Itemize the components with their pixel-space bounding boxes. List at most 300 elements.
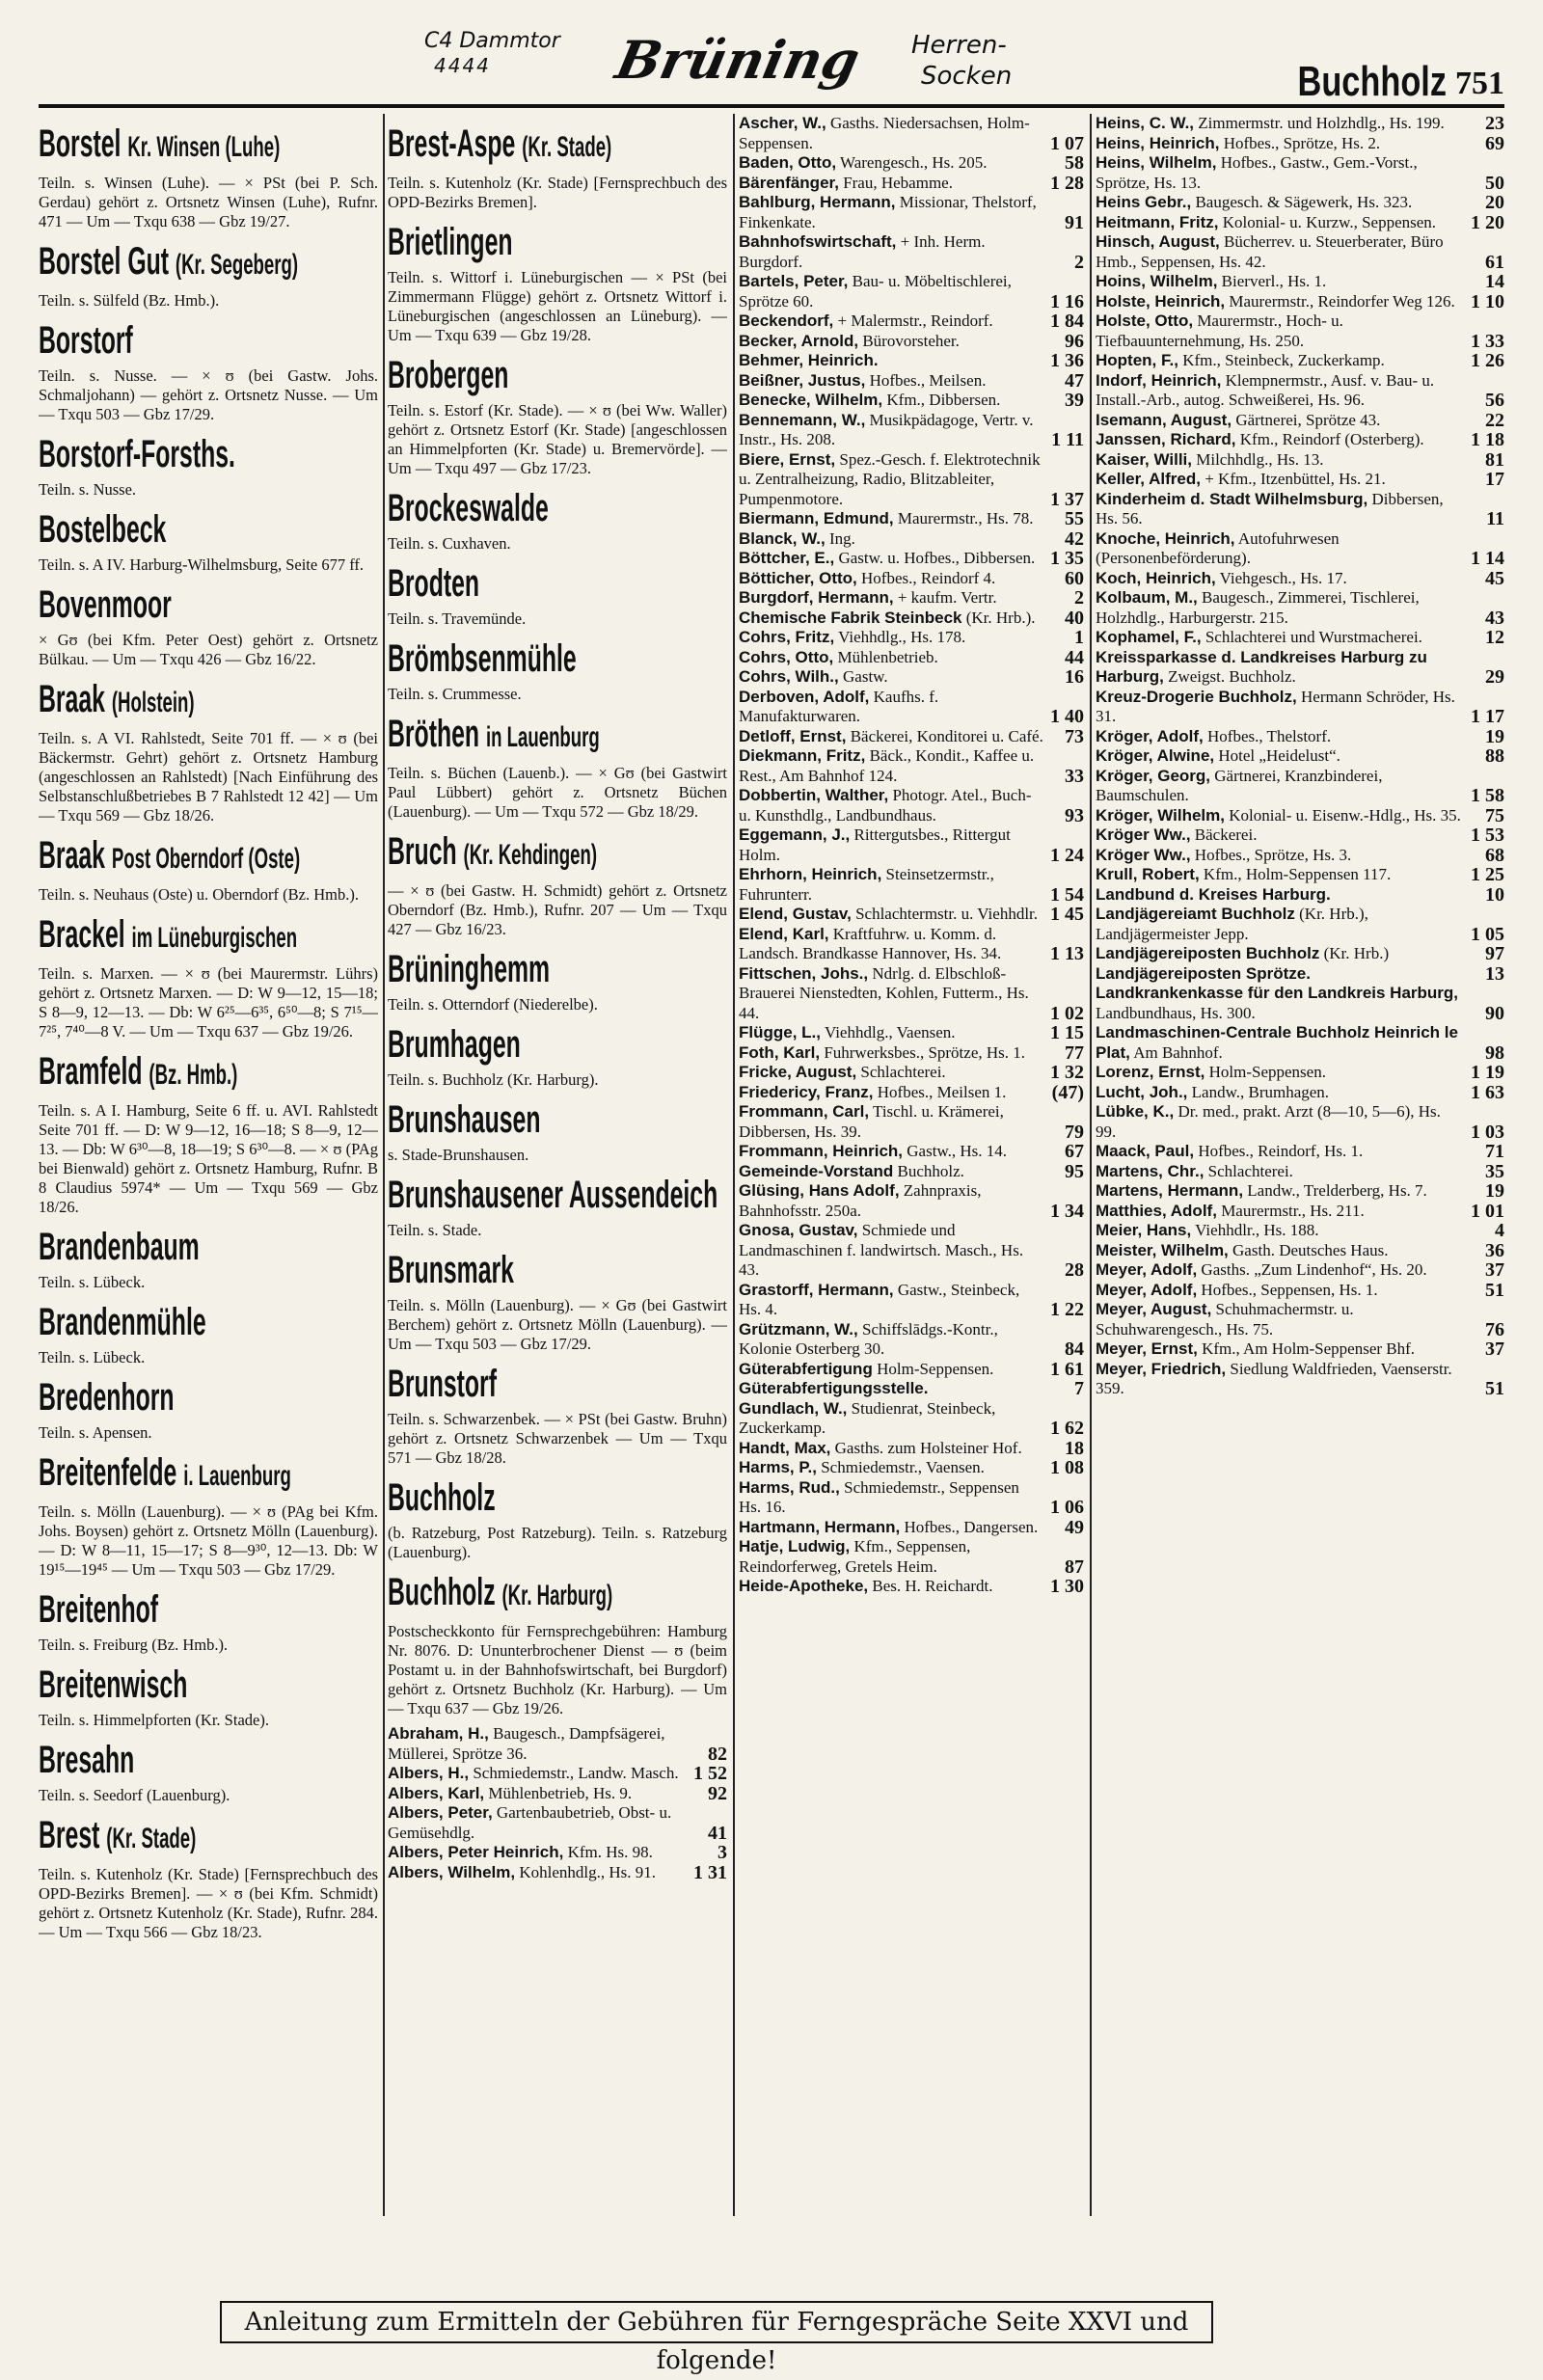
- subscriber-entry: [739, 193, 1084, 232]
- phone-number: 51: [1485, 1279, 1504, 1301]
- subscriber-entry: [1096, 688, 1504, 727]
- phone-number: 20: [1485, 192, 1504, 213]
- subscriber-details: Schmiedemstr., Landw. Masch.: [473, 1764, 679, 1782]
- subscriber-details: Baugesch. & Sägewerk, Hs. 323.: [1195, 193, 1413, 211]
- place-text: Teiln. s. A IV. Harburg-Wilhelmsburg, Seite 677 ff.: [39, 555, 365, 574]
- subscriber-name: Bärenfänger,: [739, 173, 839, 192]
- subscriber-name: Eggemann, J.,: [739, 825, 851, 844]
- ad-product-line2: Socken: [921, 62, 1013, 91]
- phone-number: 1 35: [1050, 548, 1084, 569]
- subscriber-name: Kreuz-Drogerie Buchholz,: [1096, 687, 1297, 706]
- subscriber-details: Gastw., Hs. 14.: [907, 1142, 1008, 1160]
- phone-number: 18: [1065, 1437, 1084, 1459]
- subscriber-name: Benecke, Wilhelm,: [739, 391, 883, 409]
- place-text: Teiln. s. Lübeck.: [39, 1273, 146, 1291]
- subscriber-details: Hofbes., Reindorf 4.: [861, 568, 996, 587]
- phone-number: 91: [1065, 211, 1084, 233]
- subscriber-name: Hartmann, Hermann,: [739, 1517, 901, 1536]
- subscriber-name: Albers, Wilhelm,: [388, 1862, 516, 1881]
- subscriber-details: Kfm., Seppensen, Reindorferweg, Gretels Heim.: [739, 1537, 971, 1576]
- subscriber-name: Fittschen, Johs.,: [739, 963, 869, 983]
- phone-number: 1 06: [1050, 1497, 1084, 1518]
- phone-number: 1 17: [1471, 706, 1504, 727]
- place-heading: [39, 318, 249, 363]
- subscriber-details: Ing.: [829, 528, 855, 548]
- subscriber-name: Foth, Karl,: [739, 1042, 821, 1062]
- place-text: — × ʊ (bei Gastw. H. Schmidt) gehört z. Ortsnetz Oberndorf (Bz. Hmb.), Rufnr. 207 — Um — Txqu 427 — Gbz 16/23.: [388, 881, 727, 938]
- phone-number: 81: [1485, 448, 1504, 471]
- subscriber-name: Kinderheim d. Stadt Wilhelmsburg,: [1096, 489, 1368, 508]
- subscriber-name: Meister, Wilhelm,: [1096, 1240, 1229, 1259]
- subscriber-details: Photogr. Atel., Buch- u. Kunsthdlg., Landbundhaus.: [739, 786, 1032, 825]
- subscriber-name: Frommann, Carl,: [739, 1102, 870, 1121]
- subscriber-name: Indorf, Heinrich,: [1096, 370, 1222, 390]
- subscriber-name: Meyer, Ernst,: [1096, 1339, 1198, 1358]
- subscriber-name: Derboven, Adolf,: [739, 687, 870, 706]
- subscriber-entry: [739, 1458, 1084, 1478]
- subscriber-entry: [739, 311, 1084, 332]
- place-title: Bresahn: [39, 1739, 135, 1781]
- phone-number: 43: [1485, 607, 1504, 629]
- phone-number: 1 52: [693, 1763, 727, 1784]
- place-title: Brunsmark: [388, 1249, 514, 1291]
- subscriber-name: Biere, Ernst,: [739, 449, 836, 469]
- phone-number: 93: [1065, 804, 1084, 826]
- phone-number: 1 63: [1471, 1081, 1504, 1103]
- place-heading: [39, 1300, 249, 1344]
- subscriber-entry: [1096, 470, 1504, 490]
- place-title: Bovenmoor: [39, 583, 172, 626]
- place-text: (b. Ratzeburg, Post Ratzeburg). Teiln. s. Ratzeburg (Lauenburg).: [388, 1524, 727, 1561]
- phone-number: 2: [1074, 251, 1084, 273]
- place-title: Brandenbaum: [39, 1226, 200, 1268]
- column-3: [739, 114, 1084, 2216]
- subscriber-name: Kröger, Alwine,: [1096, 746, 1215, 765]
- subscriber-entry: [739, 1478, 1084, 1518]
- phone-number: 69: [1485, 132, 1504, 154]
- phone-number: 1 13: [1050, 943, 1084, 964]
- subscriber-details: Baugesch., Dampfsägerei, Müllerei, Sprötze 36.: [388, 1724, 665, 1763]
- subscriber-details: Mühlenbetrieb, Hs. 9.: [488, 1783, 633, 1802]
- phone-number: 1 61: [1050, 1358, 1084, 1380]
- subscriber-details: Viehhdlg., Vaensen.: [824, 1023, 956, 1041]
- phone-number: 88: [1485, 745, 1504, 767]
- phone-number: 49: [1065, 1516, 1084, 1538]
- subscriber-details: Mühlenbetrieb.: [837, 647, 938, 666]
- place-title: Brüninghemm: [388, 948, 551, 990]
- subscriber-entry: [739, 569, 1084, 589]
- place-title: Brodten: [388, 562, 480, 605]
- subscriber-name: Meyer, Adolf,: [1096, 1260, 1198, 1279]
- subscriber-details: Holm-Seppensen.: [1208, 1063, 1326, 1081]
- phone-number: 3: [717, 1842, 727, 1863]
- place-title: Braak: [39, 678, 105, 720]
- subscriber-name: Bahnhofswirtschaft,: [739, 232, 897, 251]
- subscriber-name: Beckendorf,: [739, 311, 834, 330]
- phone-number: 47: [1065, 369, 1084, 392]
- place-title: Brest: [39, 1814, 100, 1856]
- subscriber-entry: [739, 1518, 1084, 1538]
- subscriber-details: Ndrlg. d. Elbschloß-Brauerei Nienstedten, Kohlen, Futterm., Hs. 44.: [739, 963, 1029, 1022]
- subscriber-entry: [1096, 1162, 1504, 1182]
- place-title: Borstel Gut: [39, 240, 170, 283]
- subscriber-entry: [739, 1360, 1084, 1380]
- phone-number: 1 32: [1050, 1062, 1084, 1083]
- place-text: Teiln. s. Lübeck.: [39, 1348, 146, 1366]
- subscriber-details: Kfm., Holm-Seppensen 117.: [1203, 865, 1392, 883]
- subscriber-name: Landjägereiposten Sprötze.: [1096, 963, 1311, 983]
- place-heading: [39, 1813, 249, 1861]
- phone-number: 84: [1065, 1339, 1084, 1360]
- phone-number: 87: [1065, 1555, 1084, 1578]
- subscriber-entry: [1096, 490, 1504, 529]
- subscriber-name: Diekmann, Fritz,: [739, 746, 866, 765]
- subscriber-name: Abraham, H.,: [388, 1724, 489, 1743]
- phone-number: 1 26: [1471, 350, 1504, 371]
- place-text: Teiln. s. Estorf (Kr. Stade). — × ʊ (bei Ww. Waller) gehört z. Ortsnetz Estorf (Kr. Stade) [angeschlossen an Himmelpforten (Kr. Stade) u. Bremervörde]. — Um — Txqu 497 — Gbz 17/23.: [388, 401, 727, 477]
- subscriber-name: Lübke, K.,: [1096, 1102, 1175, 1121]
- page-header: [39, 19, 1504, 116]
- subscriber-name: Güterabfertigung: [739, 1359, 873, 1378]
- subscriber-name: Gemeinde-Vorstand: [739, 1161, 894, 1180]
- place-heading: [388, 122, 612, 170]
- place-heading: [39, 833, 301, 881]
- place-title: Borstel: [39, 122, 122, 165]
- phone-number: 1 10: [1471, 290, 1504, 312]
- subscriber-entry: [1096, 1260, 1504, 1281]
- subscriber-name: Krull, Robert,: [1096, 865, 1200, 883]
- subscriber-details: Missionar, Thelstorf, Finkenkate.: [739, 193, 1037, 231]
- phone-number: 1 14: [1471, 548, 1504, 569]
- subscriber-name: Meier, Hans,: [1096, 1221, 1192, 1239]
- phone-number: 98: [1485, 1041, 1504, 1064]
- column-2: [388, 114, 727, 2216]
- subscriber-name: Chemische Fabrik Steinbeck: [739, 608, 962, 627]
- subscriber-entry: [739, 1320, 1084, 1360]
- subscriber-entry: [1096, 134, 1504, 154]
- place-title: Braak: [39, 834, 105, 877]
- subscriber-details: Kraftfuhrw. u. Komm. d. Landsch. Brandkasse Hannover, Hs. 34.: [739, 924, 1002, 962]
- place-heading: [39, 507, 249, 552]
- subscriber-name: Kröger Ww.,: [1096, 825, 1191, 844]
- phone-number: 58: [1065, 152, 1084, 174]
- subscriber-entry: [739, 1439, 1084, 1459]
- subscriber-entry: [1096, 1360, 1504, 1399]
- place-text: Teiln. s. Travemünde.: [388, 609, 527, 628]
- subscriber-entry: [1096, 964, 1504, 985]
- place-subtitle: Kr. Winsen (Luhe): [127, 131, 281, 163]
- phone-number: 1 37: [1050, 488, 1084, 510]
- phone-number: 28: [1065, 1259, 1084, 1281]
- place-heading: [39, 1225, 249, 1269]
- subscriber-details: + Malermstr., Reindorf.: [837, 311, 993, 330]
- phone-number: 1 08: [1050, 1457, 1084, 1478]
- subscriber-entry: [739, 746, 1084, 786]
- subscriber-entry: [1096, 569, 1504, 589]
- subscriber-name: Dobbertin, Walther,: [739, 786, 889, 804]
- place-title: Brumhagen: [388, 1023, 521, 1066]
- subscriber-name: Bartels, Peter,: [739, 272, 849, 290]
- subscriber-entry: [1096, 865, 1504, 885]
- subscriber-details: Studienrat, Steinbeck, Zuckerkamp.: [739, 1398, 996, 1437]
- subscriber-details: Kfm., Steinbeck, Zuckerkamp.: [1182, 351, 1385, 369]
- place-subtitle: (Kr. Stade): [106, 1823, 197, 1854]
- subscriber-details: Dibbersen, Hs. 56.: [1096, 489, 1444, 527]
- subscriber-name: Albers, H.,: [388, 1764, 470, 1782]
- subscriber-entry: [739, 1399, 1084, 1439]
- phone-number: 60: [1065, 567, 1084, 589]
- subscriber-details: (Kr. Hrb.).: [965, 608, 1036, 627]
- subscriber-entry: [739, 727, 1084, 747]
- phone-number: 42: [1065, 527, 1084, 550]
- phone-number: 1 36: [1050, 350, 1084, 371]
- subscriber-details: Zimmermstr. und Holzhdlg., Hs. 199.: [1198, 114, 1445, 132]
- subscriber-name: Martens, Chr.,: [1096, 1161, 1205, 1180]
- phone-number: 55: [1065, 508, 1084, 529]
- subscriber-entry: [739, 332, 1084, 352]
- place-text: Teiln. s. Stade.: [388, 1221, 482, 1239]
- place-text: Teiln. s. Cuxhaven.: [388, 534, 511, 553]
- subscriber-entry: [739, 272, 1084, 311]
- subscriber-name: Albers, Peter,: [388, 1803, 493, 1822]
- subscriber-details: Bes. H. Reichardt.: [872, 1577, 993, 1595]
- column-1: [39, 114, 378, 2216]
- subscriber-details: Bierverl., Hs. 1.: [1221, 272, 1327, 290]
- phone-number: 90: [1485, 1002, 1504, 1024]
- subscriber-name: Heins, C. W.,: [1096, 114, 1195, 132]
- subscriber-name: Matthies, Adolf,: [1096, 1201, 1217, 1220]
- phone-number: 61: [1485, 251, 1504, 273]
- subscriber-details: Hofbes., Sprötze, Hs. 2.: [1223, 133, 1381, 152]
- place-title: Brietlingen: [388, 221, 513, 263]
- subscriber-details: Hofbes., Seppensen, Hs. 1.: [1201, 1280, 1378, 1299]
- subscriber-details: Schlachterei und Wurstmacherei.: [1205, 628, 1422, 646]
- subscriber-details: Gastw.: [843, 667, 888, 686]
- subscriber-details: Schiffslādgs.-Kontr., Kolonie Osterberg 30.: [739, 1319, 998, 1358]
- subscriber-entry: [1096, 1202, 1504, 1222]
- subscriber-details: Gasth. Deutsches Haus.: [1232, 1240, 1389, 1259]
- subscriber-entry: [739, 1281, 1084, 1320]
- phone-number: 97: [1485, 943, 1504, 964]
- phone-number: 1 31: [693, 1861, 727, 1883]
- subscriber-name: Landbund d. Kreises Harburg.: [1096, 884, 1331, 904]
- subscriber-entry: [1096, 351, 1504, 371]
- phone-number: 37: [1485, 1339, 1504, 1360]
- place-heading: [39, 677, 249, 725]
- place-text: Teiln. s. Nusse. — × ʊ (bei Gastw. Johs. Schmaljohann) — gehört z. Ortsnetz Nusse. — Um — Txqu 503 — Gbz 17/29.: [39, 366, 378, 423]
- place-text: × Gʊ (bei Kfm. Peter Oest) gehört z. Ortsnetz Bülkau. — Um — Txqu 426 — Gbz 16/22.: [39, 631, 378, 668]
- subscriber-entry: [739, 391, 1084, 411]
- subscriber-entry: [739, 628, 1084, 648]
- phone-number: 23: [1485, 114, 1504, 134]
- subscriber-entry: [1096, 114, 1504, 134]
- subscriber-entry: [739, 1221, 1084, 1281]
- phone-number: 29: [1485, 666, 1504, 688]
- subscriber-details: Hofbes., Meilsen.: [869, 370, 987, 390]
- subscriber-details: + Inh. Herm. Burgdorf.: [739, 232, 986, 271]
- place-heading: [388, 1097, 598, 1142]
- place-heading: [388, 1475, 598, 1520]
- subscriber-name: Friedericy, Franz,: [739, 1082, 874, 1101]
- phone-number: 73: [1065, 725, 1084, 747]
- subscriber-entry: [739, 865, 1084, 905]
- phone-number: 10: [1485, 883, 1504, 906]
- phone-number: 2: [1074, 587, 1084, 609]
- phone-number: 67: [1065, 1141, 1084, 1162]
- subscriber-name: Baden, Otto,: [739, 153, 837, 172]
- ad-brand-logo: Brüning: [610, 29, 865, 91]
- place-subtitle: in Lauenburg: [485, 721, 600, 753]
- place-text: Teiln. s. A VI. Rahlstedt, Seite 701 ff. — × ʊ (bei Bäckermstr. Gehrt) gehört z. Ortsnetz Hamburg (angeschlossen an Rahlstedt) [Nach Einführung des Selbstanschlußbetriebes B 7 Rahlstedt 12 42] — Um — Txqu 569 — Gbz 18/26.: [39, 729, 378, 825]
- subscriber-name: Elend, Gustav,: [739, 905, 852, 923]
- subscriber-name: Flügge, L.,: [739, 1023, 821, 1041]
- subscriber-details: + Kfm., Itzenbüttel, Hs. 21.: [1205, 470, 1386, 488]
- subscriber-entry: [1096, 1083, 1504, 1103]
- phone-number: 82: [708, 1743, 727, 1765]
- subscriber-entry: [388, 1803, 727, 1843]
- phone-number: 79: [1065, 1121, 1084, 1143]
- subscriber-details: Am Bahnhof.: [1133, 1042, 1223, 1062]
- subscriber-entry: [739, 411, 1084, 450]
- subscriber-details: Maurermstr., Reindorfer Weg 126.: [1229, 291, 1455, 311]
- subscriber-name: Maack, Paul,: [1096, 1142, 1195, 1160]
- subscriber-details: Viehhdlr., Hs. 188.: [1195, 1221, 1319, 1239]
- subscriber-entry: [739, 964, 1084, 1024]
- place-title: Bredenhorn: [39, 1376, 175, 1419]
- place-heading: [388, 561, 598, 606]
- subscriber-details: Kfm., Am Holm-Seppenser Bhf.: [1202, 1339, 1416, 1358]
- phone-number: 19: [1485, 725, 1504, 747]
- subscriber-name: Güterabfertigungsstelle.: [739, 1379, 929, 1397]
- subscriber-details: Bau- u. Möbeltischlerei, Sprötze 60.: [739, 272, 1012, 311]
- subscriber-name: Blanck, W.,: [739, 528, 826, 548]
- subscriber-details: (Kr. Hrb.), Landjägermeister Jepp.: [1096, 905, 1368, 943]
- phone-number: 11: [1486, 508, 1504, 529]
- subscriber-details: Tischl. u. Krämerei, Dibbersen, Hs. 39.: [739, 1102, 1004, 1141]
- subscriber-details: Kolonial- u. Eisenw.-Hdlg., Hs. 35.: [1229, 805, 1461, 825]
- subscriber-entry: [739, 609, 1084, 629]
- phone-number: 1 54: [1050, 883, 1084, 906]
- subscriber-entry: [388, 1843, 727, 1863]
- place-heading: [388, 829, 598, 878]
- subscriber-entry: [739, 1379, 1084, 1399]
- place-heading: [39, 432, 249, 476]
- subscriber-entry: [739, 1142, 1084, 1162]
- phone-number: 12: [1485, 627, 1504, 648]
- place-text: Postscheckkonto für Fernsprechgebühren: Hamburg Nr. 8076. D: Ununterbrochener Dienst — ʊ (beim Postamt u. in der Bahnhofswirtschaft, bei Burgdorf) gehört z. Ortsnetz Buchholz (Kr. Harburg). — Um — Txqu 637 — Gbz 19/26.: [388, 1622, 727, 1717]
- subscriber-name: Hoins, Wilhelm,: [1096, 272, 1218, 290]
- subscriber-name: Fricke, August,: [739, 1063, 857, 1081]
- place-subtitle: Post Oberndorf (Oste): [111, 843, 301, 875]
- subscriber-name: Lucht, Joh.,: [1096, 1082, 1188, 1101]
- subscriber-entry: [739, 925, 1084, 964]
- subscriber-details: Autofuhrwesen (Personenbeförderung).: [1096, 528, 1340, 567]
- subscriber-details: Rittergutsbes., Rittergut Holm.: [739, 825, 1011, 864]
- column-divider: [1090, 114, 1092, 2216]
- phone-number: 7: [1074, 1378, 1084, 1399]
- phone-number: 1 62: [1050, 1418, 1084, 1439]
- phone-number: 1 18: [1471, 429, 1504, 450]
- phone-number: 16: [1065, 666, 1084, 688]
- subscriber-details: Dr. med., prakt. Arzt (8—10, 5—6), Hs. 99.: [1096, 1102, 1441, 1141]
- subscriber-name: Holste, Otto,: [1096, 311, 1194, 330]
- phone-number: 96: [1065, 330, 1084, 352]
- subscriber-entry: [1096, 1339, 1504, 1360]
- subscriber-details: Hofbes., Reindorf, Hs. 1.: [1198, 1142, 1364, 1160]
- subscriber-name: Kröger, Adolf,: [1096, 726, 1204, 745]
- place-heading: [388, 1570, 613, 1618]
- subscriber-name: Ascher, W.,: [739, 114, 826, 132]
- subscriber-name: Gundlach, W.,: [739, 1398, 848, 1418]
- place-text: Teiln. s. Wittorf i. Lüneburgischen — × PSt (bei Zimmermann Flügge) gehört z. Ortsnetz Wittorf i. Lüneburgischen (angeschlossen an Lüneburg). — Um — Txqu 639 — Gbz 19/28.: [388, 268, 727, 344]
- page-number: 751: [1455, 66, 1504, 101]
- place-subtitle: i. Lauenburg: [183, 1460, 291, 1492]
- subscriber-details: Spez.-Gesch. f. Elektrotechnik u. Zentralheizung, Radio, Blitzableiter, Pumpenmotore.: [739, 449, 1041, 508]
- subscriber-name: Lorenz, Ernst,: [1096, 1063, 1205, 1081]
- place-heading: [388, 1362, 598, 1406]
- subscriber-name: Handt, Max,: [739, 1438, 831, 1457]
- subscriber-name: Böttcher, E.,: [739, 549, 835, 567]
- place-title: Brandenmühle: [39, 1301, 206, 1343]
- subscriber-name: Koch, Heinrich,: [1096, 568, 1216, 587]
- phone-number: 1 53: [1471, 825, 1504, 846]
- subscriber-name: Heins, Wilhelm,: [1096, 153, 1217, 172]
- phone-number: 51: [1485, 1378, 1504, 1399]
- subscriber-details: Hofbes., Gastw., Gem.-Vorst., Sprötze, Hs. 13.: [1096, 153, 1418, 192]
- subscriber-entry: [1096, 1241, 1504, 1261]
- subscriber-entry: [739, 1102, 1084, 1142]
- subscriber-details: Fuhrwerksbes., Sprötze, Hs. 1.: [824, 1042, 1026, 1062]
- subscriber-entry: [1096, 193, 1504, 213]
- subscriber-details: Hofbes., Meilsen 1.: [877, 1082, 1007, 1101]
- subscriber-details: Zahnpraxis, Bahnhofsstr. 250a.: [739, 1181, 982, 1220]
- phone-number: 1 07: [1050, 132, 1084, 154]
- phone-number: 71: [1485, 1141, 1504, 1162]
- place-heading: [388, 353, 598, 397]
- subscriber-entry: [739, 588, 1084, 609]
- place-subtitle: (Bz. Hmb.): [149, 1059, 238, 1091]
- subscriber-entry: [739, 1043, 1084, 1064]
- subscriber-entry: [1096, 746, 1504, 767]
- phone-number: 1 45: [1050, 904, 1084, 925]
- subscriber-entry: [1096, 984, 1504, 1023]
- place-title: Bruch: [388, 830, 457, 873]
- subscriber-details: Gärtnerei, Sprötze 43.: [1235, 410, 1381, 429]
- phone-number: 1 30: [1050, 1576, 1084, 1597]
- phone-number: 1 34: [1050, 1200, 1084, 1222]
- subscriber-details: Gasths. Niedersachsen, Holm-Seppensen.: [739, 114, 1030, 152]
- subscriber-entry: [739, 1063, 1084, 1083]
- place-text: Teiln. s. Himmelpforten (Kr. Stade).: [39, 1711, 269, 1729]
- subscriber-entry: [739, 509, 1084, 529]
- subscriber-details: Kfm., Reindorf (Osterberg).: [1239, 430, 1424, 448]
- subscriber-details: Kohlenhdlg., Hs. 91.: [519, 1862, 657, 1881]
- subscriber-details: (Kr. Hrb.): [1323, 944, 1390, 962]
- subscriber-details: Schlachterei.: [1207, 1161, 1293, 1180]
- subscriber-entry: [1096, 1281, 1504, 1301]
- subscriber-name: Landkrankenkasse für den Landkreis Harburg,: [1096, 984, 1459, 1002]
- subscriber-entry: [1096, 727, 1504, 747]
- subscriber-entry: [1096, 411, 1504, 431]
- subscriber-name: Bahlburg, Hermann,: [739, 193, 896, 211]
- place-subtitle: (Kr. Kehdingen): [463, 839, 598, 871]
- subscriber-name: Holste, Heinrich,: [1096, 291, 1226, 311]
- phone-number: 19: [1485, 1180, 1504, 1202]
- subscriber-details: Bürovorsteher.: [862, 331, 960, 350]
- subscriber-name: Cohrs, Wilh.,: [739, 667, 839, 686]
- subscriber-entry: [1096, 292, 1504, 312]
- place-heading: [388, 1248, 598, 1292]
